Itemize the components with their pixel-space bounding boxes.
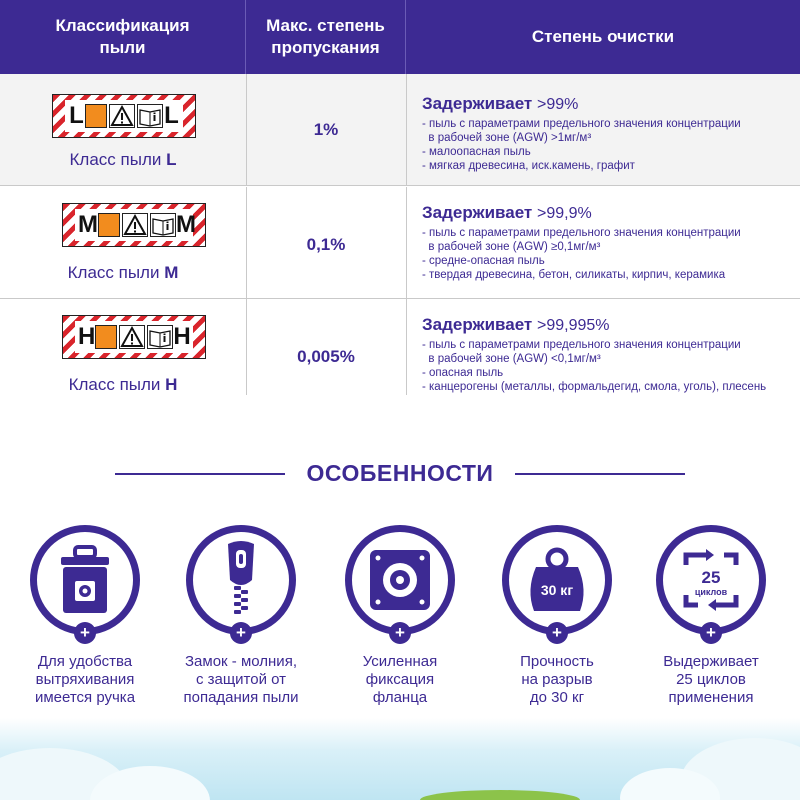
warning-icon: [122, 213, 148, 237]
table-header: [0, 0, 800, 74]
bag-icon: [85, 104, 107, 128]
max-permeability-value: 0,005%: [297, 347, 355, 366]
feature-label: Прочность на разрыв до 30 кг: [520, 653, 594, 706]
handle-bag-icon: [55, 545, 115, 615]
sign-letter-left: L: [69, 102, 84, 129]
table-row-m: [0, 187, 800, 299]
manual-icon: [147, 325, 173, 349]
table-row-l: [0, 74, 800, 186]
bullet: в рабочей зоне (AGW) ≥0,1мг/м³: [422, 241, 601, 253]
feature-cycles: [636, 525, 786, 707]
feature-label: Замок - молния, с защитой от попадания пыли: [183, 653, 299, 706]
sky-background: [0, 718, 800, 800]
bullet: - канцерогены (металлы, формальдегид, смола, уголь), плесень: [422, 381, 767, 393]
plus-icon: +: [389, 622, 411, 644]
header-dust-class: Классификация пыли: [0, 0, 246, 74]
sign-pictograms: [95, 325, 173, 349]
feature-zipper: [166, 525, 316, 707]
max-permeability-value: 0,1%: [306, 235, 346, 254]
header-max-permeability: Макс. степень пропускания: [246, 0, 406, 74]
features-heading: [0, 455, 800, 495]
feature-strength: [482, 525, 632, 707]
cycles-number: 25: [701, 568, 721, 587]
bullet: - малоопасная пыль: [422, 146, 531, 158]
weight-badge: 30 кг: [540, 582, 574, 598]
bullet: - пыль с параметрами предельного значения концентрации: [422, 339, 741, 351]
warning-icon: [119, 325, 145, 349]
weight-icon: [522, 545, 592, 615]
bullet: - средне-опасная пыль: [422, 255, 545, 267]
bullet: - мягкая древесина, иск.камень, графит: [422, 160, 635, 172]
feature-flange: [325, 525, 475, 707]
retains-line: Задерживает >99%: [422, 94, 579, 113]
bullet: - твердая древесина, бетон, силикаты, кирпич, керамика: [422, 269, 726, 281]
feature-label: Выдерживает 25 циклов применения: [663, 653, 759, 706]
retains-line: Задерживает >99,9%: [422, 203, 592, 222]
feature-label: Усиленная фиксация фланца: [362, 653, 438, 706]
table-row-h: [0, 299, 800, 395]
dust-class-label: Класс пыли M: [67, 263, 179, 282]
bullet: - пыль с параметрами предельного значения концентрации: [422, 227, 741, 239]
features-title: ОСОБЕННОСТИ: [306, 460, 494, 486]
cleaning-description: [422, 315, 800, 394]
feature-handle: [10, 525, 160, 707]
sign-letter-right: H: [173, 323, 191, 350]
warning-icon: [109, 104, 135, 128]
sign-pictograms: [98, 213, 176, 237]
dust-class-sign: [52, 94, 196, 138]
cycles-icon: [676, 545, 746, 615]
plus-icon: +: [700, 622, 722, 644]
dust-class-label: Класс пыли H: [68, 375, 178, 394]
dust-class-table: [0, 0, 800, 395]
bullet: в рабочей зоне (AGW) >1мг/м³: [422, 132, 592, 144]
plus-icon: +: [546, 622, 568, 644]
header-cleaning-degree: Степень очистки: [531, 27, 675, 46]
max-permeability-value: 1%: [313, 120, 339, 139]
bag-icon: [98, 213, 120, 237]
sign-letter-left: H: [78, 323, 96, 350]
manual-icon: [150, 213, 176, 237]
feature-label: Для удобства вытряхивания имеется ручка: [34, 653, 136, 706]
plus-icon: +: [230, 622, 252, 644]
sign-letter-right: M: [176, 211, 196, 238]
bag-icon: [95, 325, 117, 349]
sign-letter-right: L: [164, 102, 179, 129]
dust-class-sign: [62, 203, 206, 247]
dust-class-sign: [62, 315, 206, 359]
cleaning-description: [422, 94, 800, 173]
divider: [515, 473, 685, 475]
bullet: - опасная пыль: [422, 367, 504, 379]
dust-class-label: Класс пыли L: [69, 150, 177, 169]
zipper-icon: [216, 540, 266, 620]
sign-letter-left: M: [78, 211, 98, 238]
bullet: - пыль с параметрами предельного значения концентрации: [422, 118, 741, 130]
cycles-text: циклов: [694, 587, 728, 597]
plus-icon: +: [74, 622, 96, 644]
bullet: в рабочей зоне (AGW) <0,1мг/м³: [422, 353, 601, 365]
retains-line: Задерживает >99,995%: [422, 315, 610, 334]
cleaning-description: [422, 203, 800, 282]
manual-icon: [137, 104, 163, 128]
flange-icon: [368, 548, 432, 612]
sign-pictograms: [85, 104, 163, 128]
